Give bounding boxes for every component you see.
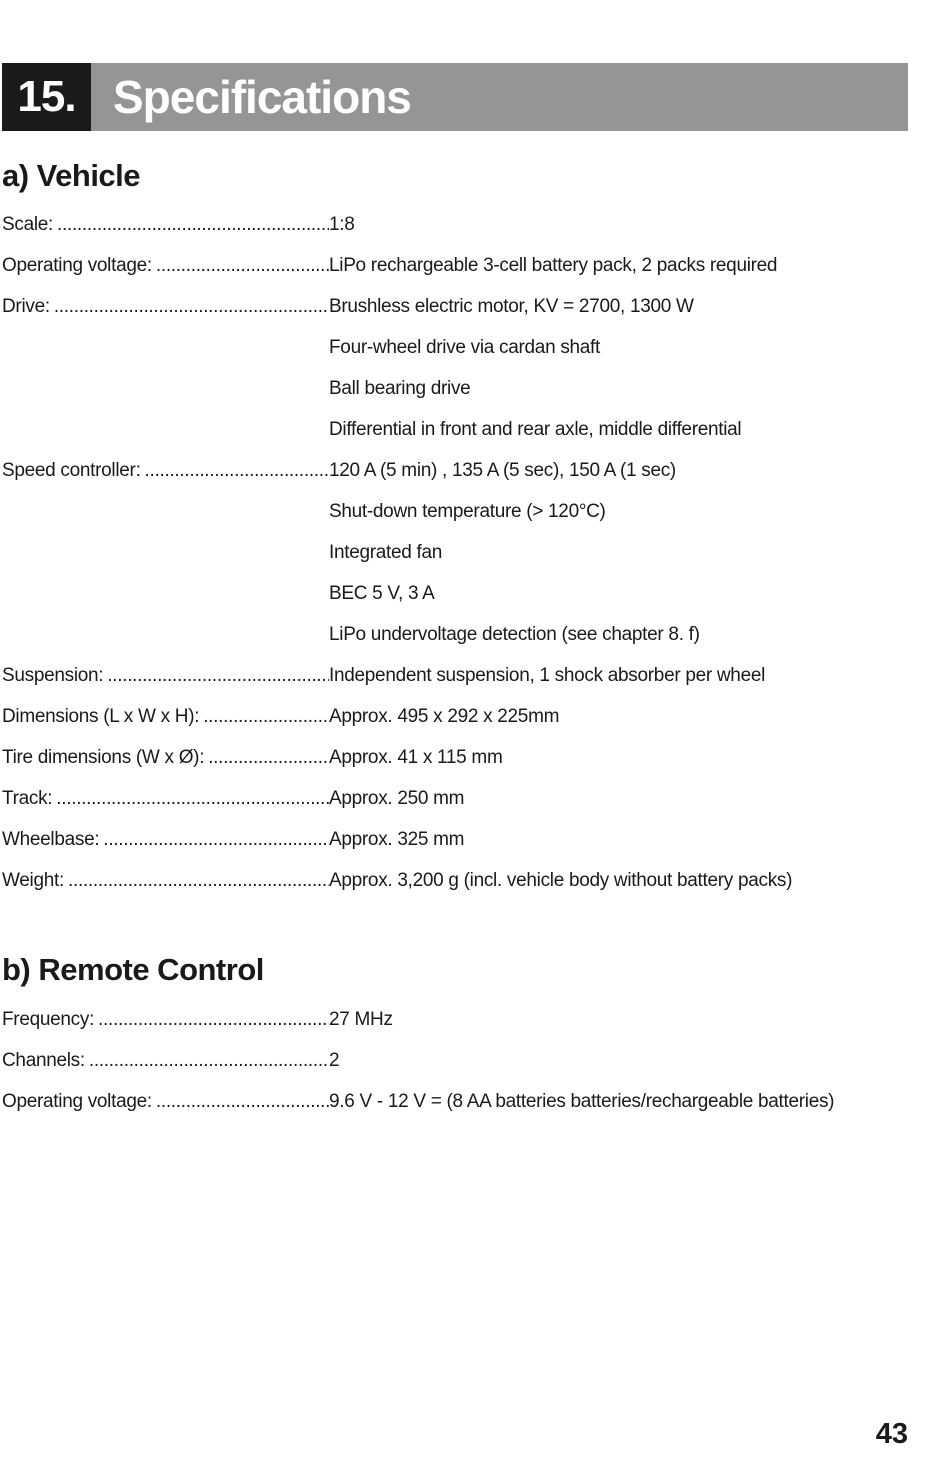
remote-spec-list bbox=[2, 999, 882, 1122]
spec-value: Differential in front and rear axle, middle differential bbox=[329, 418, 742, 440]
spec-label: Tire dimensions (W x Ø): ..... bbox=[2, 747, 329, 769]
spec-row bbox=[2, 327, 882, 368]
section-heading-remote-control: b) Remote Control bbox=[2, 952, 264, 987]
spec-label: Frequency: ..... bbox=[2, 1009, 329, 1031]
spec-label: Track: ..... bbox=[2, 788, 329, 810]
spec-value: Approx. 325 mm bbox=[329, 828, 465, 850]
spec-label: Scale: ..... bbox=[2, 214, 329, 236]
spec-row bbox=[2, 491, 882, 532]
spec-label: Operating voltage: ..... bbox=[2, 255, 329, 277]
spec-value: LiPo rechargeable 3-cell battery pack, 2 packs required bbox=[329, 254, 778, 276]
chapter-number: 15. bbox=[2, 63, 91, 131]
spec-value: Approx. 3,200 g (incl. vehicle body without battery packs) bbox=[329, 869, 793, 891]
spec-value: Independent suspension, 1 shock absorber per wheel bbox=[329, 664, 766, 686]
spec-row bbox=[2, 204, 882, 245]
chapter-title: Specifications bbox=[113, 71, 411, 123]
spec-row bbox=[2, 532, 882, 573]
spec-row bbox=[2, 614, 882, 655]
spec-row bbox=[2, 999, 882, 1040]
spec-row bbox=[2, 819, 882, 860]
spec-value: Shut-down temperature (> 120°C) bbox=[329, 500, 606, 522]
spec-value: Brushless electric motor, KV = 2700, 1300 W bbox=[329, 295, 694, 317]
spec-value: 9.6 V - 12 V = (8 AA batteries batteries/rechargeable batteries) bbox=[329, 1090, 835, 1112]
spec-value: BEC 5 V, 3 A bbox=[329, 582, 435, 604]
spec-row bbox=[2, 368, 882, 409]
spec-row bbox=[2, 778, 882, 819]
spec-value: 120 A (5 min) , 135 A (5 sec), 150 A (1 sec) bbox=[329, 459, 676, 481]
spec-row bbox=[2, 737, 882, 778]
spec-row bbox=[2, 245, 882, 286]
vehicle-spec-list bbox=[2, 204, 882, 901]
spec-label: Wheelbase: ..... bbox=[2, 829, 329, 851]
spec-row bbox=[2, 409, 882, 450]
spec-value: Approx. 250 mm bbox=[329, 787, 465, 809]
spec-value: 27 MHz bbox=[329, 1008, 393, 1030]
spec-row bbox=[2, 860, 882, 901]
spec-value: 2 bbox=[329, 1049, 340, 1071]
section-heading-vehicle: a) Vehicle bbox=[2, 158, 141, 193]
spec-row bbox=[2, 573, 882, 614]
spec-label: Weight: ..... bbox=[2, 870, 329, 892]
spec-row bbox=[2, 655, 882, 696]
spec-row bbox=[2, 1040, 882, 1081]
spec-value: Ball bearing drive bbox=[329, 377, 471, 399]
spec-value: 1:8 bbox=[329, 213, 355, 235]
spec-value: LiPo undervoltage detection (see chapter 8. f) bbox=[329, 623, 700, 645]
page-number: 43 bbox=[875, 1418, 908, 1450]
chapter-header bbox=[2, 63, 908, 131]
spec-label: Speed controller: ..... bbox=[2, 460, 329, 482]
spec-row bbox=[2, 286, 882, 327]
spec-value: Integrated fan bbox=[329, 541, 443, 563]
spec-label: Suspension: ..... bbox=[2, 665, 329, 687]
spec-row bbox=[2, 696, 882, 737]
spec-value: Approx. 41 x 115 mm bbox=[329, 746, 503, 768]
spec-value: Four-wheel drive via cardan shaft bbox=[329, 336, 601, 358]
spec-value: Approx. 495 x 292 x 225mm bbox=[329, 705, 560, 727]
spec-label: Dimensions (L x W x H): ..... bbox=[2, 706, 329, 728]
spec-label: Channels: ..... bbox=[2, 1050, 329, 1072]
spec-label: Operating voltage: ..... bbox=[2, 1091, 329, 1113]
spec-row bbox=[2, 1081, 882, 1122]
spec-row bbox=[2, 450, 882, 491]
spec-label: Drive: ..... bbox=[2, 296, 329, 318]
